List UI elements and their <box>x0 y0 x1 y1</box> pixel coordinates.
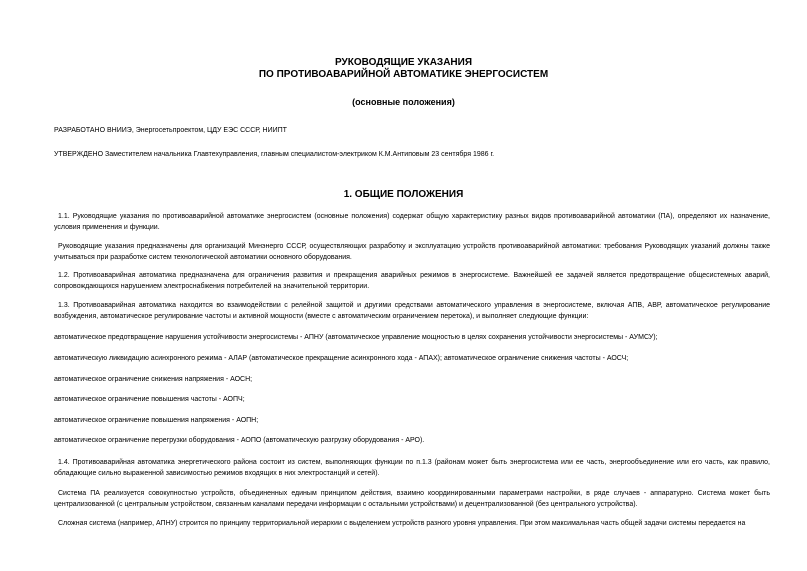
document-title-line-1: РУКОВОДЯЩИЕ УКАЗАНИЯ <box>334 57 473 68</box>
function-item: автоматическое предотвращение нарушения устойчивости энергосистемы - АПНУ (автоматическое управление мощностью в целях сохранения устойчивости энергосистемы - АУМСУ); <box>54 334 658 341</box>
function-item: автоматическое ограничение снижения напряжения - АОСН; <box>54 376 253 383</box>
paragraph-pa-system: Система ПА реализуется совокупностью устройств, объединенных единым принципом действия, взаимно координированными параметрами настройки, в ряде случаев - аппаратурно. Система может быть централизованной (с центральным устройством, связанным каналами передачи информации с остальными устройствами) и децентрализованной (без центрального устройства). <box>54 490 770 508</box>
paragraph-1-3: 1.3. Противоаварийная автоматика находится во взаимодействии с релейной защитой и другими средствами автоматического управления в энергосистеме, включая АПВ, АВР, автоматическое регулирование возбуждения, автоматическое регулирование частоты и активной мощности (вместе с автоматическим ограничением перетока), и выполняет следующие функции: <box>54 302 770 320</box>
document-subtitle: (основные положения) <box>352 97 455 107</box>
section-heading: 1. ОБЩИЕ ПОЛОЖЕНИЯ <box>343 189 464 200</box>
function-item: автоматическое ограничение повышения напряжения - АОПН; <box>54 417 259 424</box>
paragraph-1-4: 1.4. Противоаварийная автоматика энергетического района состоит из систем, выполняющих функции по п.1.3 (районам может быть энергосистема или ее часть, энергообъединение или его часть, как правило, обладающие сильно выраженной зависимостью режимов входящих в них электростанций и сетей). <box>54 459 770 477</box>
function-item: автоматическое ограничение перегрузки оборудования - АОПО (автоматическую разгрузку оборудования - АРО). <box>54 437 425 444</box>
paragraph-1-2: 1.2. Противоаварийная автоматика предназначена для ограничения развития и прекращения аварийных режимов в энергосистеме. Важнейшей ее задачей является предотвращение общесистемных аварий, сопровождающихся нарушением электроснабжения потребителей на значительной территории. <box>54 272 770 290</box>
developed-by: РАЗРАБОТАНО ВНИИЭ, Энергосетьпроектом, ЦДУ ЕЭС СССР, НИИПТ <box>54 127 287 134</box>
document-title-line-2: ПО ПРОТИВОАВАРИЙНОЙ АВТОМАТИКЕ ЭНЕРГОСИСТЕМ <box>258 69 549 80</box>
function-item: автоматическую ликвидацию асинхронного режима - АЛАР (автоматическое прекращение асинхронного хода - АПАХ); автоматическое ограничение снижения частоты - АОСЧ; <box>54 355 629 362</box>
approved-by: УТВЕРЖДЕНО Заместителем начальника Главтехуправления, главным специалистом-электриком К.М.Антиповым 23 сентября 1986 г. <box>54 151 495 158</box>
paragraph-complex-system: Сложная система (например, АПНУ) строится по принципу территориальной иерархии с выделением устройств разного уровня управления. При этом максимальная часть общей задачи системы передается на <box>58 520 746 527</box>
paragraph-1-1: 1.1. Руководящие указания по противоаварийной автоматике энергосистем (основные положения) содержат общую характеристику разных видов противоаварийной автоматики (ПА), определяют их назначение, условия применения и функции. <box>54 213 770 231</box>
function-item: автоматическое ограничение повышения частоты - АОПЧ; <box>54 396 245 403</box>
paragraph-guidelines-purpose: Руководящие указания предназначены для организаций Минэнерго СССР, осуществляющих разработку и эксплуатацию устройств противоаварийной автоматики: требования Руководящих указаний должны также учитываться при разработке систем технологической автоматики основного оборудования. <box>54 243 770 261</box>
